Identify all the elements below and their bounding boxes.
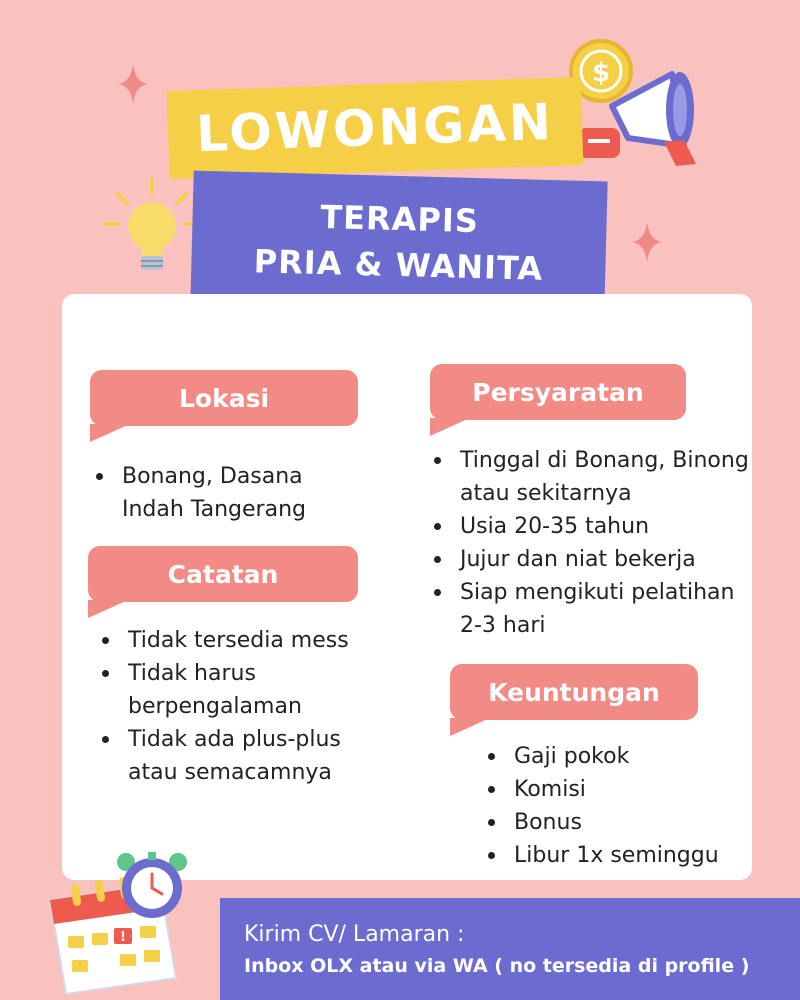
sparkle-icon: [632, 222, 662, 262]
keuntungan-list: [484, 740, 744, 872]
lightbulb-icon: [100, 176, 204, 280]
subtitle-line-2: PRIA & WANITA: [253, 242, 544, 288]
contact-footer: [220, 898, 800, 1000]
heading-text: Catatan: [167, 559, 279, 589]
heading-text: Lokasi: [178, 383, 270, 413]
persyaratan-list: [430, 444, 750, 642]
catatan-list: [98, 624, 388, 789]
list-item: Jujur dan niat bekerja: [430, 543, 750, 576]
lokasi-list: [92, 460, 362, 526]
svg-text:!: !: [120, 930, 126, 945]
list-item: Tidak ada plus-plus atau semacamnya: [98, 723, 388, 789]
list-item: Bonus: [484, 806, 744, 839]
footer-line-1: Kirim CV/ Lamaran :: [244, 922, 465, 947]
title-banner: [167, 77, 584, 179]
section-heading-keuntungan: [450, 664, 698, 720]
list-item: Libur 1x seminggu: [484, 839, 744, 872]
list-item: Gaji pokok: [484, 740, 744, 773]
list-item: Tidak tersedia mess: [98, 624, 388, 657]
section-heading-persyaratan: [430, 364, 686, 420]
subtitle-line-1: TERAPIS: [319, 197, 480, 241]
heading-text: Persyaratan: [472, 377, 644, 407]
footer-line-2: Inbox OLX atau via WA ( no tersedia di profile ): [244, 955, 750, 977]
list-item: Bonang, Dasana Indah Tangerang: [92, 460, 362, 526]
megaphone-icon: [572, 66, 722, 176]
section-heading-lokasi: [90, 370, 358, 426]
list-item: Tidak harus berpengalaman: [98, 657, 388, 723]
page-title: LOWONGAN: [195, 92, 555, 164]
heading-text: Keuntungan: [488, 677, 660, 707]
list-item: Siap mengikuti pelatihan 2-3 hari: [430, 576, 750, 642]
svg-text:$: $: [591, 58, 611, 88]
list-item: Usia 20-35 tahun: [430, 510, 750, 543]
sparkle-icon: [118, 64, 148, 104]
alarm-clock-icon: [112, 846, 192, 922]
list-item: Tinggal di Bonang, Binong atau sekitarnya: [430, 444, 750, 510]
list-item: Komisi: [484, 773, 744, 806]
section-heading-catatan: [88, 546, 358, 602]
subtitle-banner: [190, 171, 607, 314]
